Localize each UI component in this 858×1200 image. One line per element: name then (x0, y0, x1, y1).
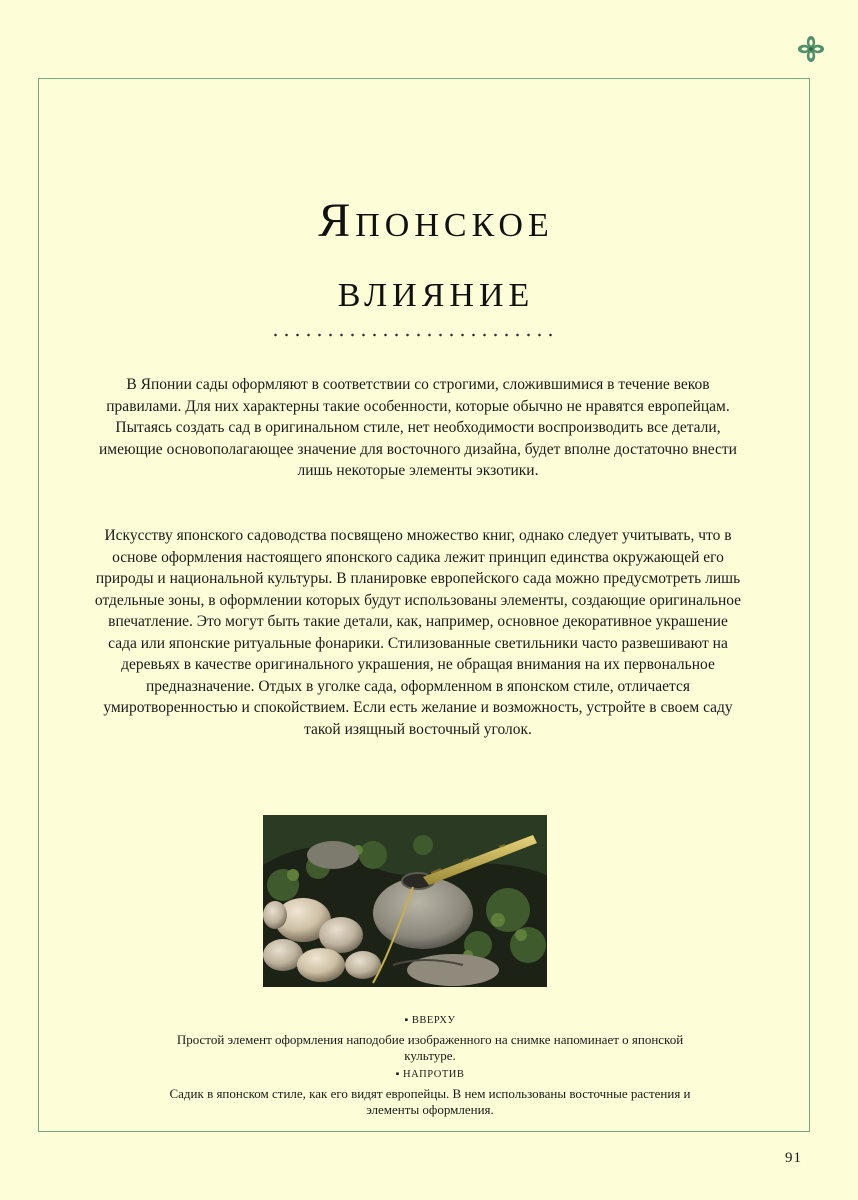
title-line-1: Японское (318, 194, 554, 247)
garden-photo (263, 815, 547, 987)
clover-ornament-icon (796, 34, 826, 64)
caption-heading: ▪ ВВЕРХУ (404, 1015, 456, 1026)
paragraph-intro: В Японии сады оформляют в соответствии со строгими, сложившимися в течение веков правилами. Для них характерны такие особенности, которые обычно не нравятся европейцам. Пытаясь создать сад в оригинальном стиле, нет необходимости воспроизводить все детали, имеющие основополагающее значение для восточного дизайна, будет вполне достаточно внести лишь некоторые элементы экзотики. (99, 376, 737, 479)
paragraph-main: Искусству японского садоводства посвящено множество книг, однако следует учитывать, что в основе оформления настоящего японского садика лежит принцип единства окружающей его природы и национальной культуры. В планировке европейского сада можно предусмотреть лишь отдельные зоны, в оформлении которых будут использованы элементы, создающие оригинальное впечатление. Это могут быть такие детали, как, например, основное декоративное украшение сада или японские ритуальные фонарики. Стилизованные светильники часто развешивают на деревьях в качестве оригинального украшения, не обращая внимания на их первональное предназначение. Отдых в уголке сада, оформленном в японском стиле, отличается умиротворенностью и спокойствием. Если есть желание и возможность, устройте в своем саду такой изящный восточный уголок. (94, 527, 742, 738)
caption-opposite (150, 1067, 710, 1118)
caption-text: Простой элемент оформления наподобие изображенного на снимке напоминает о японской культуре. (176, 1032, 684, 1063)
title-line-2: влияние (337, 264, 535, 317)
caption-above (150, 1013, 710, 1064)
page-number: 91 (785, 1150, 802, 1166)
page-title (0, 186, 858, 326)
dotted-divider (270, 330, 552, 340)
caption-text: Садик в японском стиле, как его видят европейцы. В нем использованы восточные растения и элементы оформления. (169, 1086, 691, 1117)
caption-heading: ▪ НАПРОТИВ (395, 1069, 465, 1080)
